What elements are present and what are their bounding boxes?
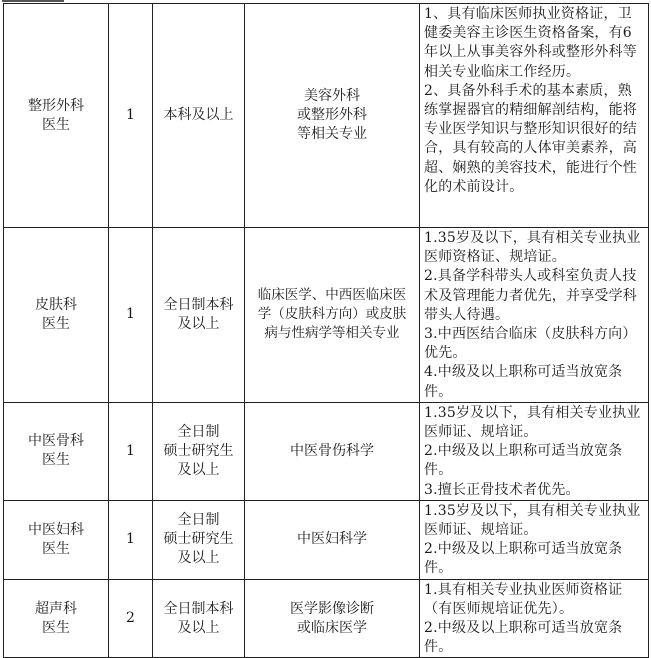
requirements-cell [420, 4, 649, 228]
requirement-item: 4.中级及以上职称可适当放宽条件。 [424, 364, 623, 400]
requirements-cell [420, 579, 649, 658]
major-cell: 医学影像诊断 或临床医学 [245, 579, 420, 658]
requirement-item: 3.擅长正骨技术者优先。 [424, 481, 580, 498]
requirement-item: 2.中级及以上职称可适当放宽条件。 [424, 620, 623, 656]
position-cell: 皮肤科 医生 [4, 228, 109, 403]
requirement-item: 1.具有相关专业执业医师资格证（有医师规培证优先）。 [424, 581, 623, 617]
table-row [4, 500, 649, 579]
major-cell: 中医骨伤科学 [245, 402, 420, 500]
requirement-item: 2.中级及以上职称可适当放宽条件。 [424, 541, 623, 577]
requirement-item: 2.中级及以上职称可适当放宽条件。 [424, 443, 623, 479]
major-cell: 美容外科 或整形外科 等相关专业 [245, 4, 420, 228]
major-cell: 临床医学、中西医临床医 学（皮肤科方向）或皮肤 病与性病学等相关专业 [245, 228, 420, 403]
requirement-item: 1、具有临床医师执业资格证，卫健委美容主诊医生资格备案，有6年以上从事美容外科或整形外科等相关专业临床工作经历。 [424, 6, 637, 80]
requirement-item: 3.中西医结合临床（皮肤科方向）优先。 [424, 326, 637, 362]
count-cell: 2 [109, 579, 153, 658]
education-cell: 全日制本科 及以上 [153, 579, 245, 658]
education-cell: 本科及以上 [153, 4, 245, 228]
count-cell: 1 [109, 228, 153, 403]
requirement-item: 1.35岁及以下，具有相关专业执业医师证、规培证。 [424, 404, 641, 441]
table-row [4, 402, 649, 500]
requirement-item: 1.35岁及以下，具有相关专业执业医师资格证、规培证。 [424, 230, 641, 266]
requirement-item: 2.具备学科带头人或科室负责人技术及管理能力者优先，并享受学科带头人待遇。 [424, 268, 637, 323]
education-cell: 全日制 硕士研究生 及以上 [153, 500, 245, 579]
position-cell: 超声科 医生 [4, 579, 109, 658]
table-row [4, 4, 649, 228]
requirements-cell [420, 402, 649, 500]
education-cell: 全日制 硕士研究生 及以上 [153, 402, 245, 500]
position-cell: 中医骨科 医生 [4, 402, 109, 500]
position-cell: 中医妇科 医生 [4, 500, 109, 579]
education-cell: 全日制本科 及以上 [153, 228, 245, 403]
count-cell: 1 [109, 500, 153, 579]
recruitment-table [3, 3, 649, 658]
count-cell: 1 [109, 4, 153, 228]
requirement-item: 1.35岁及以下，具有相关专业执业医师证、规培证。 [424, 502, 641, 539]
top-rule [2, 0, 64, 2]
position-cell: 整形外科 医生 [4, 4, 109, 228]
requirements-cell [420, 500, 649, 579]
requirement-item: 2、具备外科手术的基本素质，熟练掌握器官的精细解剖结构，能将专业医学知识与整形知识很好的结合，具有较高的人体审美素养，高超、娴熟的美容技术，能进行个性化的术前设计。 [424, 82, 637, 195]
table-row [4, 228, 649, 403]
major-cell: 中医妇科学 [245, 500, 420, 579]
table-row [4, 579, 649, 658]
requirements-cell [420, 228, 649, 403]
count-cell: 1 [109, 402, 153, 500]
